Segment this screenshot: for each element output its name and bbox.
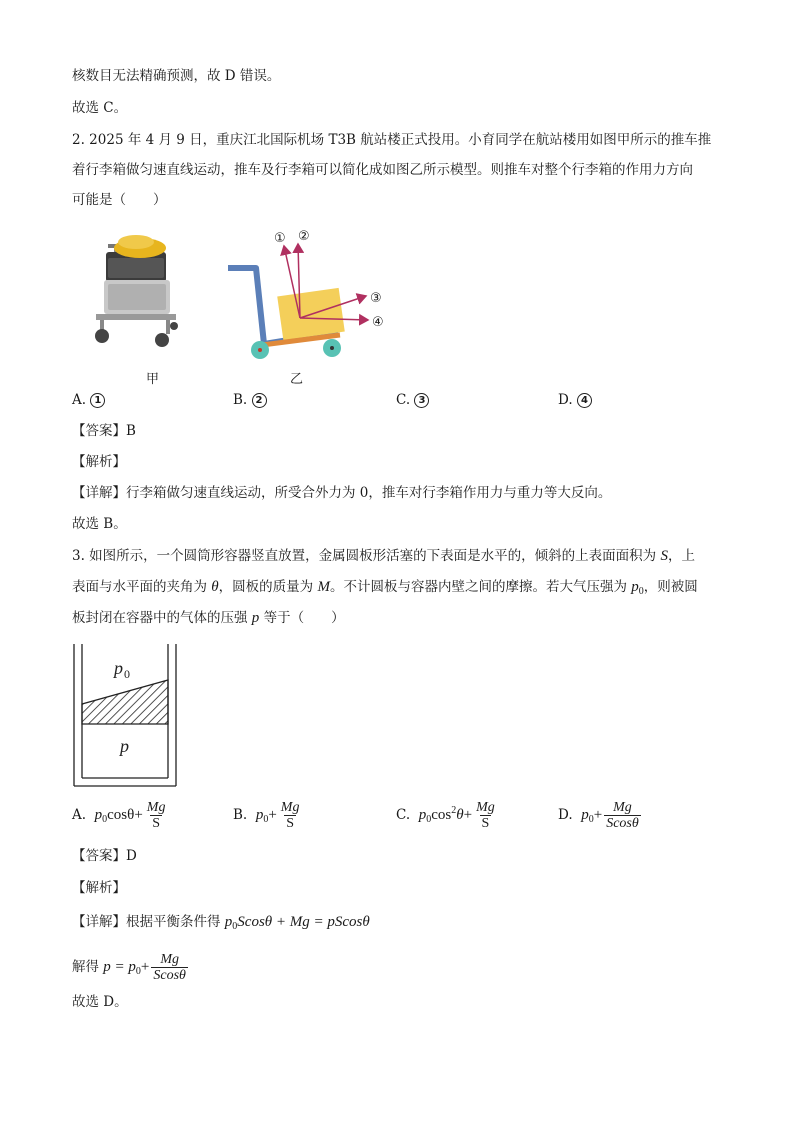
q2-stem-line-1: 2. 2025 年 4 月 9 日，重庆江北国际机场 T3B 航站楼正式投用。小育同学在航站楼用如图甲所示的推车推 xyxy=(72,132,712,148)
caption-yi: 乙 xyxy=(290,372,304,387)
plus-sign: + xyxy=(463,807,473,823)
circled-number: 4 xyxy=(577,393,592,408)
q2-conclusion: 故选 B。 xyxy=(72,516,127,532)
q3-stem-line-1: 3. 如图所示，一个圆筒形容器竖直放置，金属圆板形活塞的下表面是水平的，倾斜的上表面面积为 S，上 xyxy=(72,548,695,564)
plus-sign: + xyxy=(593,807,603,823)
arrow-label-2: ② xyxy=(298,229,310,244)
q2-detail: 【详解】行李箱做匀速直线运动，所受合外力为 0，推车对行李箱作用力与重力等大反向。 xyxy=(72,485,612,501)
option-letter: A. xyxy=(72,392,87,408)
option-letter: C. xyxy=(396,392,411,408)
option-letter: B. xyxy=(233,392,248,408)
fraction: $\frac{Mg}{Scos\theta}$ xyxy=(606,800,639,831)
q3-stem-line-3: 板封闭在容器中的气体的压强 p 等于（ ） xyxy=(72,610,345,626)
q2-stem-line-2: 着行李箱做匀速直线运动，推车及行李箱可以简化成如图乙所示模型。则推车对整个行李箱的作用力方向 xyxy=(72,162,693,178)
circled-number: 2 xyxy=(252,393,267,408)
caption-jia: 甲 xyxy=(146,372,160,387)
q3-solve: 解得 $p = p_0+$ $\frac{Mg}{Scos\theta}$ xyxy=(72,952,186,983)
q3-option-a[interactable] xyxy=(72,800,169,831)
fig-p0-label: p xyxy=(114,658,123,678)
arrow-label-4: ④ xyxy=(372,315,384,330)
q2-option-c[interactable] xyxy=(396,390,429,410)
luggage-cart-photo xyxy=(86,228,186,352)
q3-analysis-title: 【解析】 xyxy=(72,880,126,896)
option-letter: A. xyxy=(72,807,87,823)
arrow-label-3: ③ xyxy=(370,291,382,306)
plus-sign: + xyxy=(134,807,143,823)
option-letter: D. xyxy=(558,392,573,408)
cos-text: cos xyxy=(431,807,452,823)
fraction: $\frac{Mg}{S}$ xyxy=(280,800,300,831)
q2-option-d[interactable] xyxy=(558,390,592,410)
p-symbol: p xyxy=(255,807,264,823)
fraction: $\frac{Mg}{S}$ xyxy=(476,800,495,831)
q3-stem-line-2: 表面与水平面的夹角为 θ，圆板的质量为 M。不计圆板与容器内壁之间的摩擦。若大气压强为 $p_0$，则被圆 xyxy=(72,579,698,597)
p-sub: 0 xyxy=(588,814,594,825)
p-sub: 0 xyxy=(263,814,269,825)
theta-symbol: θ xyxy=(456,807,464,823)
circled-number: 3 xyxy=(414,393,429,408)
p-sub: 0 xyxy=(426,814,432,825)
option-letter: C. xyxy=(396,807,411,823)
intro-line-1: 核数目无法精确预测，故 D 错误。 xyxy=(72,68,281,84)
q3-option-d[interactable] xyxy=(558,800,643,831)
exponent: 2 xyxy=(451,805,457,816)
intro-line-2: 故选 C。 xyxy=(72,100,128,116)
p-symbol: p xyxy=(94,807,103,823)
p-symbol: p xyxy=(581,807,589,823)
option-letter: B. xyxy=(233,807,248,823)
q3-conclusion: 故选 D。 xyxy=(72,994,128,1010)
fig-p0-sub: 0 xyxy=(124,667,130,681)
p-symbol: p xyxy=(418,807,427,823)
cos-theta: cosθ xyxy=(107,807,135,823)
q2-answer: 【答案】B xyxy=(72,423,136,439)
fig-p-label: p xyxy=(120,736,129,756)
cart-model-diagram xyxy=(222,226,392,366)
fraction: $\frac{Mg}{S}$ xyxy=(146,800,166,831)
q3-answer: 【答案】D xyxy=(72,848,137,864)
q2-option-a[interactable] xyxy=(72,390,105,410)
option-letter: D. xyxy=(558,807,573,823)
q2-option-b[interactable] xyxy=(233,390,267,410)
q3-option-b[interactable] xyxy=(233,800,303,831)
plus-sign: + xyxy=(268,807,277,823)
q2-stem-line-3: 可能是（ ） xyxy=(72,192,167,208)
p-sub: 0 xyxy=(102,814,108,825)
cylinder-piston-diagram xyxy=(70,640,180,790)
circled-number: 1 xyxy=(90,393,105,408)
q3-detail: 【详解】根据平衡条件得 $p_0Scos\theta + Mg = pScos\theta$ xyxy=(72,914,370,932)
arrow-label-1: ① xyxy=(274,231,286,246)
q2-analysis-title: 【解析】 xyxy=(72,454,126,470)
q3-option-c[interactable] xyxy=(396,800,499,831)
